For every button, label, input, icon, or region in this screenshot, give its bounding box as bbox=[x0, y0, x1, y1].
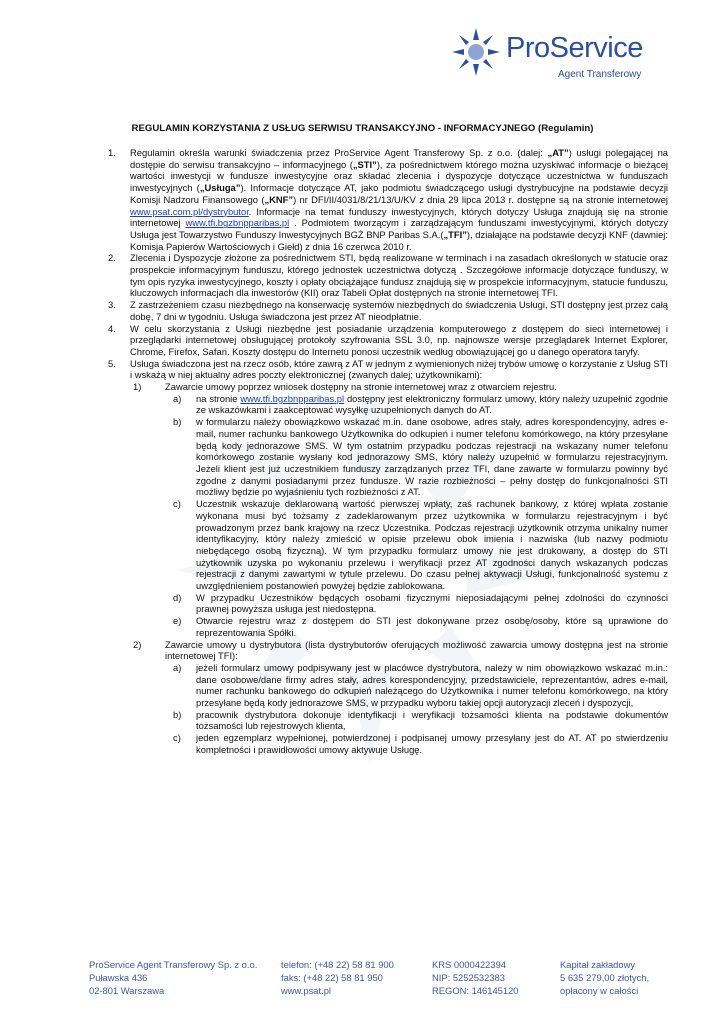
text-fragment: ) nr DFI/II/4031/8/21/13/U/KV z dnia 29 lipca 2013 r. dostępne są na stronie internetowej bbox=[293, 193, 668, 205]
point-text bbox=[196, 615, 668, 638]
logo-tagline: Agent Transferowy bbox=[558, 69, 642, 80]
point-text bbox=[196, 416, 668, 498]
text-fragment: w formularzu należy obowiązkowo wskazać m.in. dane osobowe, adres stały, adres korespondencyjny, adres e-mail, numer rachunku bankowego Użytkownika do odkupień i numer telefonu komórkowego, na który przesyłane będą kody jednorazowe SMS. W tym ostatnim przypadku podczas rejestracji na wskazany numer telefonu komórkowego zostanie wysłany kod jednorazowy SMS, który należy uzupełnić w formularzu rejestracyjnym. Jeżeli klient jest już uczestnikiem funduszy zarządzanych przez TFI, dane zawarte w formularzu powinny być zgodne z danymi posiadanymi przez fundusze. W razie rozbieżności – pełny dostęp do funkcjonalności STI możliwy będzie po wyjaśnieniu tych rozbieżności z AT. bbox=[196, 416, 668, 498]
section-number: 1. bbox=[108, 147, 116, 158]
footer-capital-amount: 5 635 279,00 złotych, bbox=[560, 972, 650, 984]
text-fragment: jeżeli formularz umowy podpisywany jest w placówce dystrybutora, należy w nim obowiązkowo wskazać m.in.: dane osobowe/dane firmy adres stały, adres korespondencyjny, przedstawiciele, reprezentantów, adres e-mail, numer rachunku bankowego do odkupień należącego do Użytkownika i numer telefonu komórkowego, na który przesyłane będą kody jednorazowe SMS, w przypadku wyboru takiej opcji autoryzacji zleceń i dyspozycji, bbox=[196, 661, 668, 709]
footer-city: 02-801 Warszawa bbox=[89, 985, 165, 997]
defined-term: „KNF” bbox=[264, 193, 294, 205]
point-text bbox=[196, 498, 668, 592]
point-text bbox=[196, 732, 668, 755]
point-letter: b) bbox=[173, 708, 182, 720]
website-link[interactable]: www.psat.com.pl/dystrybutor bbox=[130, 205, 249, 217]
defined-term: „STI” bbox=[352, 158, 377, 170]
point-letter: c) bbox=[173, 732, 181, 744]
footer-capital-label: Kapitał zakładowy bbox=[560, 959, 636, 970]
point-2c bbox=[0, 732, 725, 755]
footer-company-name: ProService Agent Transferowy Sp. z o.o. bbox=[89, 959, 258, 970]
section-number: 5. bbox=[108, 357, 116, 369]
text-fragment: Uczestnik wskazuje deklarowaną wartość pierwszej wpłaty, zaś rachunek bankowy, z której wpłata zostanie wykonana musi być tożsamy z zadeklarowanym przez użytkownika w formularzu rejestracyjnym i być prowadzonym przez bank krajowy na rzecz Uczestnika. Podczas rejestracji użytkownik otrzyma unikalny numer identyfikacyjny, który należy zmieścić w opisie przelewu obok imienia i nazwiska (lub nazwy podmiotu niebędącego osobą fizyczną). W tym przypadku formularz umowy nie jest drukowany, a dostęp do STI użytkownik uzyska po wykonaniu przelewu i weryfikacji przez AT zgodności danych wskazanych podczas rejestracji z danymi zawartymi w tytule przelewu. Do czasu pełnej aktywacji Usługi, funkcjonalność systemu z uwzględnieniem postanowień powyżej będzie zablokowana. bbox=[196, 498, 668, 592]
point-1a bbox=[0, 393, 725, 416]
text-fragment: W celu skorzystania z Usługi niezbędne jest posiadanie urządzenia komputerowego z dostępem do sieci internetowej i przeglądarki internetowej obsługującej protokoły szyfrowania SSL 3.0, np. najnowsze wersje przeglądarek Internet Explorer, Chrome, Firefox, Safari. Koszty dostępu do Internetu ponosi uczestnik według obowiązującej go u danego operatora taryfy. bbox=[130, 322, 668, 357]
point-1c bbox=[0, 498, 725, 592]
footer-website: www.psat.pl bbox=[281, 985, 332, 997]
point-letter: a) bbox=[173, 392, 182, 404]
text-fragment: dostępny jest elektroniczny formularz umowy, który należy uzupełnić zgodnie ze wskazówkami i zaakceptować wysyłkę uzupełnionych danych do AT. bbox=[196, 392, 668, 416]
footer-registry bbox=[432, 958, 519, 998]
document-title: REGULAMIN KORZYSTANIA Z USŁUG SERWISU TRANSAKCYJNO - INFORMACYJNEGO (Regulamin) bbox=[131, 123, 594, 134]
section-text bbox=[130, 147, 668, 252]
subsection-1 bbox=[0, 381, 725, 393]
point-2a bbox=[0, 662, 725, 709]
footer-street: Puławska 436 bbox=[89, 972, 148, 984]
point-text bbox=[196, 662, 668, 709]
website-link[interactable]: www.tfi.bgzbnpparibas.pl bbox=[185, 217, 290, 229]
subsection-number: 2) bbox=[133, 638, 142, 650]
point-letter: d) bbox=[173, 591, 182, 603]
regulation-body bbox=[0, 147, 725, 756]
footer-regon: REGON: 146145120 bbox=[432, 985, 519, 997]
footer-krs: KRS 0000422394 bbox=[432, 959, 507, 970]
point-letter: c) bbox=[173, 498, 181, 510]
text-fragment: ). Informacje dotyczące AT, jako podmiotu świadczącego usługi dystrybucyjne na podstawie decyzji Komisji Nadzoru Finansowego ( bbox=[130, 182, 669, 205]
text-fragment: Zlecenia i Dyspozycje złożone za pośrednictwem STI, będą realizowane w terminach i na zasadach określonych w statucie oraz prospekcie informacyjnym funduszu, którego jednostek uczestnictwa dotyczą . Szczegółowe informacje dotyczące funduszy, w tym opis ryzyka inwestycyjnego, koszty i opłaty obciążające fundusz znajdują się w prospekcie informacyjnym, statucie funduszu, kluczowych informacjach dla inwestorów (KII) oraz Tabeli Opłat dostępnych na stronie internetowej TFI. bbox=[130, 252, 668, 299]
text-fragment: . Podmiotem tworzącym i zarządzającym funduszami inwestycyjnymi, których dotyczy Usługa jest Towarzystwo Funduszy Inwestycyjnych BGŻ BNP Paribas S.A.( bbox=[130, 217, 669, 240]
subsection-number: 1) bbox=[133, 381, 142, 393]
point-text bbox=[196, 393, 668, 416]
point-2b bbox=[0, 709, 725, 732]
section-5 bbox=[0, 358, 725, 381]
point-letter: b) bbox=[173, 416, 182, 428]
section-4 bbox=[0, 323, 725, 358]
proservice-star-icon bbox=[450, 26, 502, 78]
point-1e bbox=[0, 615, 725, 638]
website-link[interactable]: www.tfi.bgzbnpparibas.pl bbox=[240, 392, 345, 404]
point-letter: e) bbox=[173, 615, 182, 627]
text-fragment: Usługa świadczona jest na rzecz osób, które zawrą z AT w jednym z wymienionych niżej trybów umowę o korzystanie z Usług STI i wskażą w niej aktualny adres poczty elektronicznej (zwanych dalej; użytkownikami): bbox=[130, 357, 668, 381]
subsection-text: Zawarcie umowy u dystrybutora (lista dystrybutorów oferujących możliwość zawarcia umowy dostępna jest na stronie internetowej TFI): bbox=[165, 638, 668, 662]
footer-nip: NIP: 5252532383 bbox=[432, 972, 505, 984]
point-1d bbox=[0, 592, 725, 615]
text-fragment: Regulamin określa warunki świadczenia przez ProService Agent Transferowy Sp. z o.o. (dalej: bbox=[130, 147, 548, 158]
section-number: 4. bbox=[108, 322, 116, 334]
section-number: 2. bbox=[108, 252, 116, 264]
text-fragment: pracownik dystrybutora dokonuje identyfikacji i weryfikacji tożsamości klienta na podstawie dokumentów tożsamości lub rejestrowych klienta, bbox=[196, 708, 668, 732]
section-text bbox=[130, 252, 668, 299]
section-2 bbox=[0, 252, 725, 299]
text-fragment: jeden egzemplarz wypełnionej, potwierdzonej i podpisanej umowy przesyłany jest do AT. AT po stwierdzeniu kompletności i prawidłowości umowy aktywuje Usługę. bbox=[196, 732, 668, 755]
footer-capital bbox=[560, 958, 649, 998]
text-fragment: Otwarcie rejestru wraz z dostępem do STI jest dokonywane przez osobę/osoby, które są uprawione do reprezentowania Spółki. bbox=[196, 615, 668, 638]
company-logo bbox=[450, 26, 680, 82]
footer-contact bbox=[281, 958, 394, 998]
subsection-text: Zawarcie umowy poprzez wniosek dostępny na stronie internetowej wraz z otwarciem rejestru. bbox=[165, 381, 557, 393]
point-text bbox=[196, 709, 668, 732]
defined-term: „Usługa” bbox=[199, 182, 241, 194]
subsection-2 bbox=[0, 639, 725, 662]
point-letter: a) bbox=[173, 661, 182, 673]
point-text bbox=[196, 592, 668, 615]
section-text bbox=[130, 323, 668, 358]
defined-term: „AT” bbox=[547, 147, 569, 158]
text-fragment: ) usługi polegającej na dostępie do serwisu transakcyjno – informacyjnego ( bbox=[130, 147, 668, 170]
section-text bbox=[130, 358, 668, 381]
defined-term: „TFI” bbox=[443, 228, 467, 240]
section-3 bbox=[0, 299, 725, 322]
point-1b bbox=[0, 416, 725, 498]
section-text bbox=[130, 299, 668, 322]
footer-phone: telefon: (+48 22) 58 81 900 bbox=[281, 959, 394, 970]
section-1 bbox=[0, 147, 725, 252]
text-fragment: W przypadku Uczestników będących osobami fizycznymi nieposiadającymi pełnej zdolności do czynności prawnej powyższa usługa jest niedostępna. bbox=[196, 591, 668, 615]
footer-capital-paid: opłacony w całości bbox=[560, 985, 639, 997]
footer-fax: faks: (+48 22) 58 81 950 bbox=[281, 972, 383, 984]
text-fragment: na stronie bbox=[196, 392, 241, 404]
logo-brand-name: ProService bbox=[506, 32, 643, 64]
text-fragment: Z zastrzeżeniem czasu niezbędnego na konserwację systemów niezbędnych do świadczenia Usługi, STI dostępny jest przez całą dobę, 7 dni w tygodniu. Usługa świadczona jest przez AT nieodpłatnie. bbox=[130, 299, 668, 322]
text-fragment: ), działające na podstawie decyzji KNF (dawniej: Komisja Papierów Wartościowych i Giełd) z dnia 16 czerwca 2010 r. bbox=[130, 228, 668, 252]
text-fragment: . Informacje na temat funduszy inwestycyjnych, których dotyczy Usługa znajdują się na stronie internetowej bbox=[130, 205, 668, 229]
section-number: 3. bbox=[108, 299, 116, 311]
text-fragment: ), za pośrednictwem którego można uzyskiwać informacje o bieżącej wartości inwestycji w fundusze inwestycyjne oraz składać zlecenia i dyspozycje dotyczące uczestnictwa w funduszach inwestycyjnych ( bbox=[130, 158, 668, 194]
footer-company bbox=[89, 958, 257, 998]
